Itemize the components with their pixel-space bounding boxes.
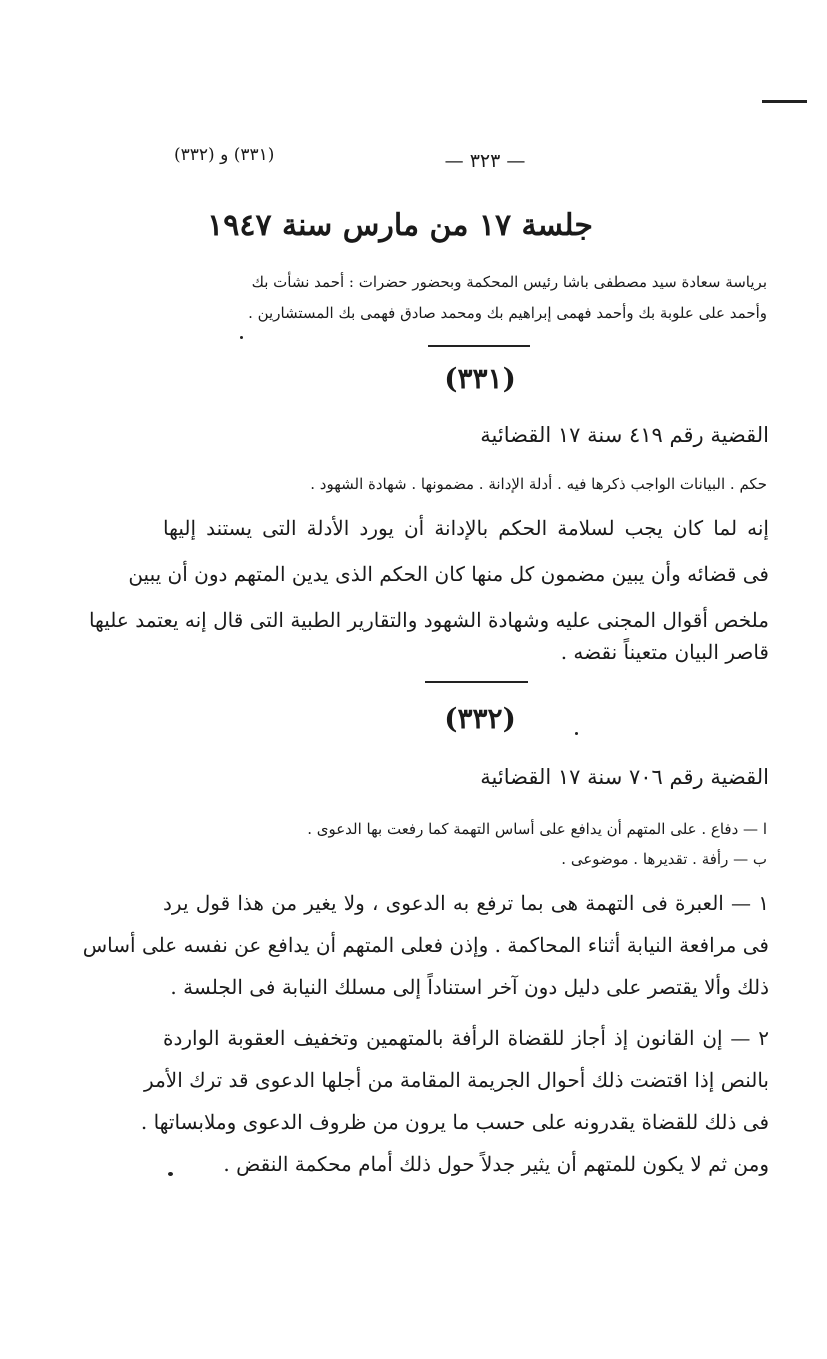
case-number: (٣٣٢) [444, 702, 516, 735]
ink-speck [168, 1172, 173, 1176]
case-body-line: ١ — العبرة فى التهمة هى بما ترفع به الدعوى ، ولا يغير من هذا قول يرد [163, 891, 769, 915]
case-body-line: فى قضائه وأن يبين مضمون كل منها كان الحكم الذى يدين المتهم دون أن يبين [128, 562, 769, 586]
case-summary: ب — رأفة . تقديرها . موضوعى . [561, 850, 767, 868]
case-body-line: فى ذلك للقضاة يقدرونه على حسب ما يرون من ظروف الدعوى وملابساتها . [140, 1110, 769, 1134]
case-body-line: إنه لما كان يجب لسلامة الحكم بالإدانة أن يورد الأدلة التى يستند إليها [163, 516, 769, 540]
case-summary: حكم . البيانات الواجب ذكرها فيه . أدلة الإدانة . مضمونها . شهادة الشهود . [310, 475, 767, 493]
case-title: القضية رقم ٤١٩ سنة ١٧ القضائية [480, 423, 769, 447]
case-summary: ا — دفاع . على المتهم أن يدافع على أساس التهمة كما رفعت بها الدعوى . [307, 820, 767, 838]
case-body-line: ملخص أقوال المجنى عليه وشهادة الشهود والتقارير الطبية التى قال إنه يعتمد عليها [88, 608, 769, 632]
session-title: جلسة ١٧ من مارس سنة ١٩٤٧ [207, 208, 593, 243]
page-number: — ٣٢٣ — [444, 150, 526, 172]
reference-numbers: (٣٣١) و (٣٣٢) [174, 145, 275, 165]
panel-line-1: برياسة سعادة سيد مصطفى باشا رئيس المحكمة وبحضور حضرات : أحمد نشأت بك [251, 273, 767, 291]
section-divider [425, 681, 528, 683]
edge-mark [762, 100, 807, 103]
case-body-line: ومن ثم لا يكون للمتهم أن يثير جدلاً حول ذلك أمام محكمة النقض . [223, 1152, 769, 1176]
panel-line-2: وأحمد على علوبة بك وأحمد فهمى إبراهيم بك ومحمد صادق فهمى بك المستشارين . [248, 304, 767, 322]
ink-speck [575, 732, 578, 735]
case-body-line: قاصر البيان متعيناً نقضه . [560, 640, 769, 664]
case-body-line: فى مرافعة النيابة أثناء المحاكمة . وإذن فعلى المتهم أن يدافع عن نفسه على أساس [82, 933, 769, 957]
case-number: (٣٣١) [444, 362, 516, 395]
ink-speck [240, 336, 243, 339]
section-divider [428, 345, 530, 347]
case-body-line: ذلك وألا يقتصر على دليل دون آخر استناداً إلى مسلك النيابة فى الجلسة . [170, 975, 769, 999]
case-body-line: بالنص إذا اقتضت ذلك أحوال الجريمة المقامة من أجلها الدعوى قد ترك الأمر [144, 1068, 769, 1092]
case-title: القضية رقم ٧٠٦ سنة ١٧ القضائية [480, 765, 769, 789]
case-body-line: ٢ — إن القانون إذ أجاز للقضاة الرأفة بالمتهمين وتخفيف العقوبة الواردة [163, 1026, 769, 1050]
